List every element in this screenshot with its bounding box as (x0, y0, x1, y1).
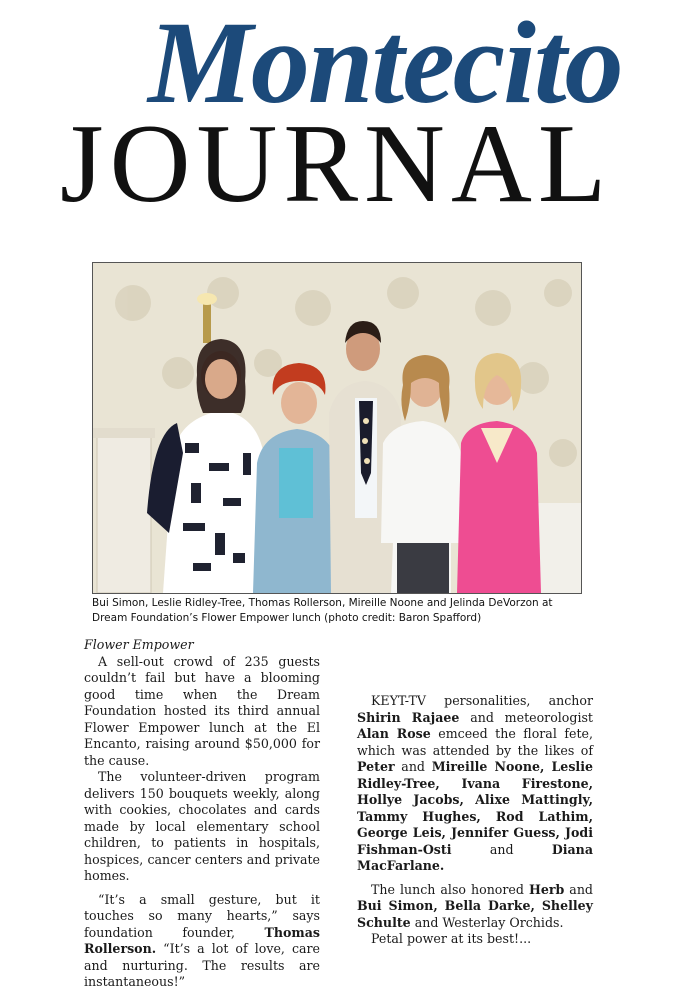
paragraph-4 (357, 693, 593, 875)
paragraph-3 (84, 892, 320, 991)
p4-text-c: emceed the floral fete, which was attended by the likes of (357, 726, 593, 758)
paragraph-6: Petal power at its best!... (371, 931, 532, 946)
paragraph-1: A sell-out crowd of 235 guests couldn’t fail but have a blooming good time when the Dream Foundation hosted its third annual Flower Empower lunch at the El Encanto, raising around $50,000 for the cause. (84, 653, 320, 768)
article-kicker: Flower Empower (84, 637, 194, 652)
p5-name-1: Herb (528, 881, 565, 897)
p3-text-b: “It’s a lot of love, care and nurturing. The results are instantaneous!” (84, 941, 320, 989)
p5-text-a: The lunch also honored (371, 881, 529, 897)
p3-text-a: “It’s a small gesture, but it touches so many hearts,” says foundation founder, (84, 891, 320, 940)
article-column-2 (357, 693, 593, 948)
p5-text-b: and (564, 881, 593, 897)
p4-text-b: and meteorologist (459, 709, 593, 725)
p5-text-c: and Westerlay Orchids. (410, 914, 564, 930)
p4-name-3: Peter (357, 759, 395, 774)
p4-name-5: Diana MacFarlane. (357, 841, 593, 873)
masthead-script-title: Montecito (148, 0, 622, 128)
p4-name-1: Shirin Rajaee (357, 709, 460, 725)
event-photo (92, 262, 582, 594)
p3-name: Thomas Rollerson. (84, 924, 320, 956)
p4-name-2: Alan Rose (357, 726, 431, 741)
paragraph-5 (357, 882, 593, 932)
masthead-journal-title: JOURNAL (60, 102, 613, 226)
masthead (0, 0, 675, 250)
photo-caption: Bui Simon, Leslie Ridley-Tree, Thomas Rollerson, Mireille Noone and Jelinda DeVorzon at Dream Foundation’s Flower Empower lunch (photo credit: Baron Spafford) (92, 597, 553, 624)
p4-text-e: and (451, 841, 552, 857)
paragraph-2: The volunteer-driven program delivers 150 bouquets weekly, along with cookies, chocolates and cards made by local elementary school children, to patients in hospitals, hospices, cancer centers and private homes. (84, 769, 320, 883)
article-column-1 (84, 637, 320, 991)
p4-name-4: Mireille Noone, Leslie Ridley-Tree, Ivana Firestone, Hollye Jacobs, Alixe Mattingly, Tammy Hughes, Rod Lathim, George Leis, Jennifer Guess, Jodi Fishman-Osti (357, 759, 593, 857)
p5-name-2: Bui Simon, Bella Darke, Shelley Schulte (357, 898, 593, 930)
p4-text-a: KEYT-TV personalities, anchor (371, 693, 593, 708)
event-photo-illustration (93, 263, 581, 593)
p4-text-d: and (394, 759, 432, 774)
